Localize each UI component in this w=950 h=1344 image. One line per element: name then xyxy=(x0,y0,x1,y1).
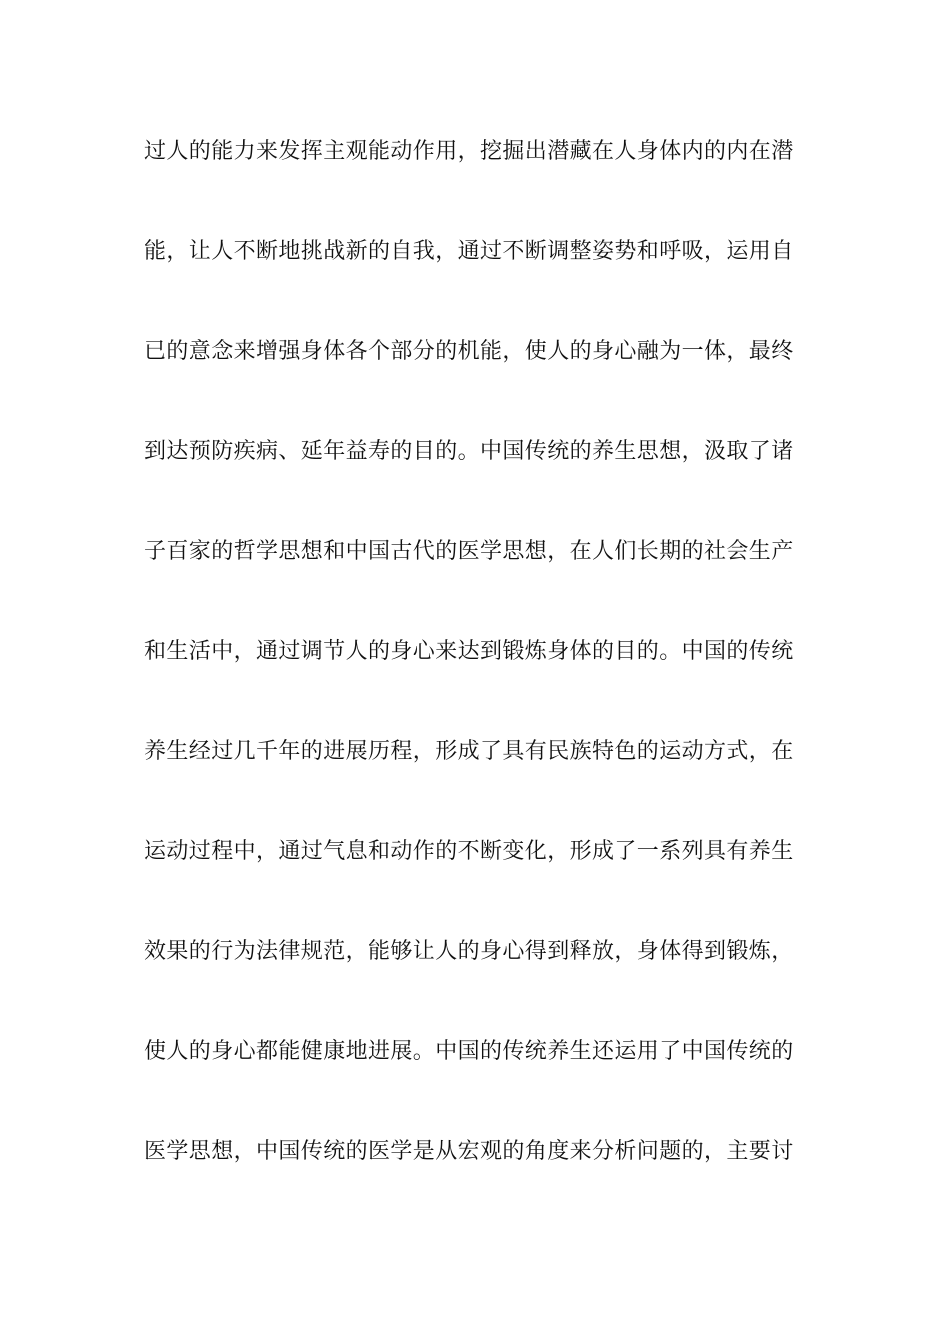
text-line: 养生经过几千年的进展历程，形成了具有民族特色的运动方式，在 xyxy=(144,739,794,764)
text-line: 使人的身心都能健康地进展。中国的传统养生还运用了中国传统的 xyxy=(144,1039,794,1064)
body-text xyxy=(144,126,810,1226)
text-line: 到达预防疾病、延年益寿的目的。中国传统的养生思想，汲取了诸 xyxy=(144,439,794,464)
text-line: 运动过程中，通过气息和动作的不断变化，形成了一系列具有养生 xyxy=(144,839,794,864)
text-line: 能，让人不断地挑战新的自我，通过不断调整姿势和呼吸，运用自 xyxy=(144,239,794,264)
text-line: 子百家的哲学思想和中国古代的医学思想，在人们长期的社会生产 xyxy=(144,539,794,564)
text-line: 医学思想，中国传统的医学是从宏观的角度来分析问题的，主要讨 xyxy=(144,1139,794,1164)
text-line: 已的意念来增强身体各个部分的机能，使人的身心融为一体，最终 xyxy=(144,339,794,364)
text-line: 和生活中，通过调节人的身心来达到锻炼身体的目的。中国的传统 xyxy=(144,639,794,664)
text-line: 过人的能力来发挥主观能动作用，挖掘出潜藏在人身体内的内在潜 xyxy=(144,139,794,164)
text-line: 效果的行为法律规范，能够让人的身心得到释放，身体得到锻炼， xyxy=(144,939,794,964)
